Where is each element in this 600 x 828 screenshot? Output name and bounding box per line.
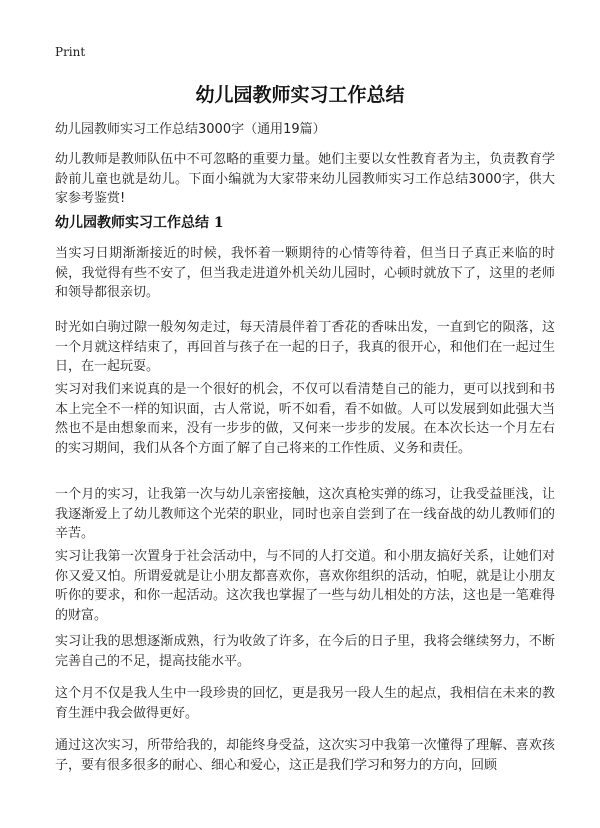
body-paragraph: 一个月的实习，让我第一次与幼儿亲密接触，这次真枪实弹的练习，让我受益匪浅，让我逐渐爱上了幼儿教师这个光荣的职业，同时也亲自尝到了在一线奋战的幼儿教师们的辛苦。 (55, 487, 555, 541)
body-paragraph: 通过这次实习，所带给我的，却能终身受益，这次实习中我第一次懂得了理解、喜欢孩子，要有很多很多的耐心、细心和爱心，这正是我们学习和努力的方向，回顾 (55, 738, 555, 773)
intro-paragraph: 幼儿教师是教师队伍中不可忽略的重要力量。她们主要以女性教育者为主，负责教育学龄前儿童也就是幼儿。下面小编就为大家带来幼儿园教师实习工作总结3000字，供大家参考鉴赏! (55, 152, 555, 206)
body-paragraph: 实习对我们来说真的是一个很好的机会，不仅可以看清楚自己的能力，更可以找到和书本上完全不一样的知识面，古人常说，听不如看，看不如做。人可以发展到如此强大当然也不是由想象而来，没有一步步的做，又何来一步步的发展。在本次长达一个月左右的实习期间，我们从各个方面了解了自己将来的工作性质、义务和责任。 (55, 382, 555, 456)
section-heading: 幼儿园教师实习工作总结 1 (55, 215, 224, 231)
body-paragraph: 实习让我的思想逐渐成熟，行为收敛了许多，在今后的日子里，我将会继续努力，不断完善自己的不足，提高技能水平。 (55, 634, 555, 669)
print-link[interactable]: Print (55, 45, 86, 59)
body-paragraph: 实习让我第一次置身于社会活动中，与不同的人打交道。和小朋友搞好关系，让她们对你又爱又怕。所谓爱就是让小朋友都喜欢你，喜欢你组织的活动，怕呢，就是让小朋友听你的要求，和你一起活动。这次我也掌握了一些与幼儿相处的方法，这也是一笔难得的财富。 (55, 549, 555, 623)
body-paragraph: 当实习日期渐渐接近的时候，我怀着一颗期待的心情等待着，但当日子真正来临的时候，我觉得有些不安了，但当我走进道外机关幼儿园时，心顿时就放下了，这里的老师和领导都很亲切。 (55, 246, 555, 300)
body-paragraph: 这个月不仅是我人生中一段珍贵的回忆，更是我另一段人生的起点，我相信在未来的教育生涯中我会做得更好。 (55, 686, 555, 721)
document-subtitle: 幼儿园教师实习工作总结3000字（通用19篇） (55, 122, 326, 137)
body-paragraph: 时光如白驹过隙一般匆匆走过，每天清晨伴着丁香花的香味出发，一直到它的陨落，这一个月就这样结束了，再回首与孩子在一起的日子，我真的很开心，和他们在一起过生日，在一起玩耍。 (55, 320, 555, 374)
document-title: 幼儿园教师实习工作总结 (195, 84, 405, 106)
